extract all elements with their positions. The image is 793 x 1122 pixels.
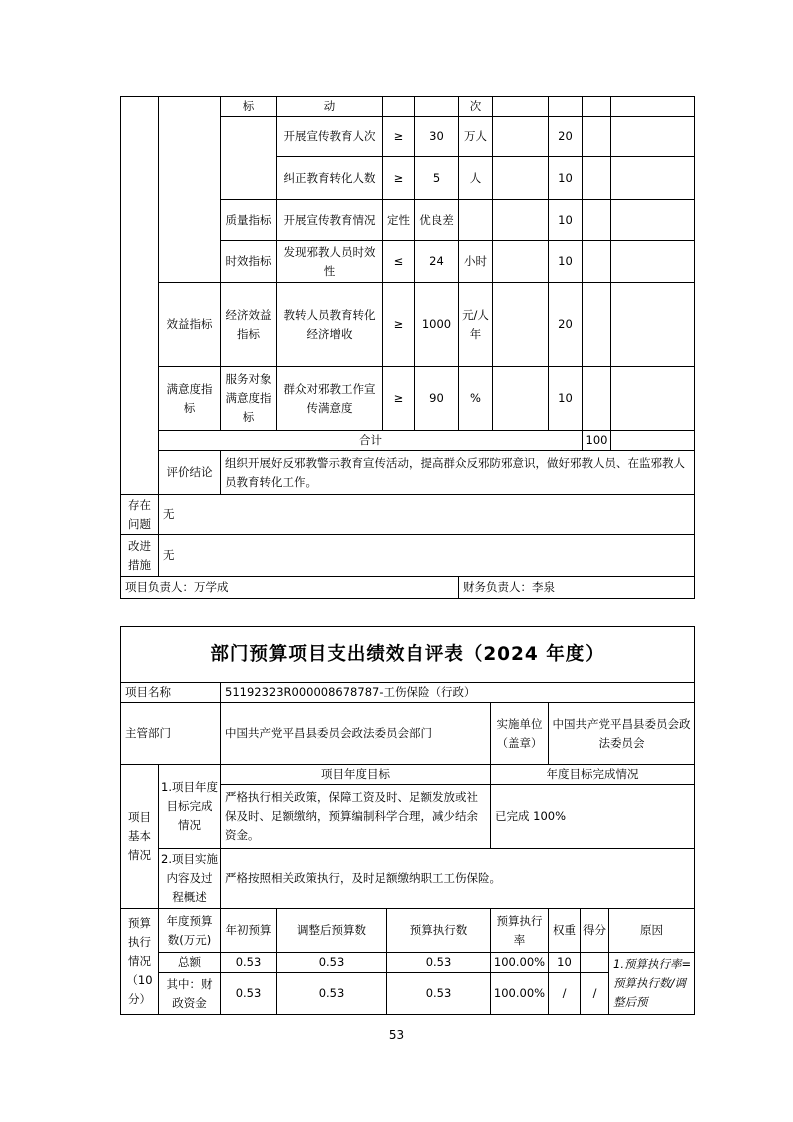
- basic-info-label: 项目基本情况: [121, 765, 159, 909]
- evaluation-label: 评价结论: [159, 451, 221, 495]
- self-evaluation-form: [120, 626, 695, 1015]
- issues-row: [121, 495, 695, 535]
- impl-unit-value: 中国共产党平昌县委员会政法委员会: [549, 703, 695, 765]
- indicator-unit: 次: [459, 97, 493, 117]
- indicator-target: 30: [415, 117, 459, 157]
- indicator-tier3: 服务对象满意度指标: [221, 367, 277, 431]
- indicator-name: 教转人员教育转化经济增收: [277, 283, 383, 367]
- indicator-target: [415, 97, 459, 117]
- total-score: 100: [583, 431, 611, 451]
- budget-rate: 100.00%: [491, 953, 549, 973]
- budget-weight: 10: [549, 953, 581, 973]
- indicator-weight: 10: [549, 367, 583, 431]
- indicator-operator: 定性: [383, 200, 415, 241]
- budget-score: [581, 953, 609, 973]
- indicator-tier3: 时效指标: [221, 241, 277, 283]
- budget-header: 调整后预算数: [277, 909, 387, 953]
- indicator-unit: 人: [459, 157, 493, 200]
- total-row: [121, 431, 695, 451]
- indicator-target: 1000: [415, 283, 459, 367]
- budget-row-name: 其中：财政资金: [159, 973, 221, 1015]
- indicator-operator: ≥: [383, 117, 415, 157]
- budget-header: 得分: [581, 909, 609, 953]
- page-title: 部门预算项目支出绩效自评表（2024 年度）: [121, 627, 695, 683]
- measures-text: 无: [159, 535, 695, 577]
- impl-content-label: 2.项目实施内容及过程概述: [159, 849, 221, 909]
- indicator-name: 开展宣传教育人次: [277, 117, 383, 157]
- goal-done-header: 年度目标完成情况: [491, 765, 695, 785]
- dept-label: 主管部门: [121, 703, 221, 765]
- indicator-name: 纠正教育转化人数: [277, 157, 383, 200]
- indicator-unit: 元/人年: [459, 283, 493, 367]
- budget-row-name: 总额: [159, 953, 221, 973]
- goal-header: 项目年度目标: [221, 765, 491, 785]
- signature-row: [121, 577, 695, 599]
- evaluation-row: [121, 451, 695, 495]
- project-name-label: 项目名称: [121, 683, 221, 703]
- indicator-name: 发现邪教人员时效性: [277, 241, 383, 283]
- evaluation-text: 组织开展好反邪教警示教育宣传活动，提高群众反邪防邪意识，做好邪教人员、在监邪教人员教育转化工作。: [221, 451, 695, 495]
- indicator-tier2: 效益指标: [159, 283, 221, 367]
- budget-header: 预算执行数: [387, 909, 491, 953]
- finance-lead: 财务负责人：李泉: [459, 577, 695, 599]
- indicator-unit: %: [459, 367, 493, 431]
- indicator-unit: 万人: [459, 117, 493, 157]
- indicator-operator: ≤: [383, 241, 415, 283]
- table-row: [121, 367, 695, 431]
- indicator-weight: 10: [549, 157, 583, 200]
- budget-header: 年度预算数(万元): [159, 909, 221, 953]
- budget-reason: 1.预算执行率=预算执行数/调整后预: [609, 953, 695, 1015]
- budget-executed: 0.53: [387, 973, 491, 1015]
- indicator-target: 优良差: [415, 200, 459, 241]
- indicator-weight: 20: [549, 283, 583, 367]
- issues-label: 存在问题: [121, 495, 159, 535]
- impl-content: 严格按照相关政策执行，及时足额缴纳职工工伤保险。: [221, 849, 695, 909]
- indicator-weight: 10: [549, 241, 583, 283]
- issues-text: 无: [159, 495, 695, 535]
- indicator-weight: 10: [549, 200, 583, 241]
- indicator-tier3: 经济效益指标: [221, 283, 277, 367]
- indicator-unit: 小时: [459, 241, 493, 283]
- budget-adjusted: 0.53: [277, 953, 387, 973]
- budget-header: 权重: [549, 909, 581, 953]
- dept-value: 中国共产党平昌县委员会政法委员会部门: [221, 703, 491, 765]
- impl-unit-label: 实施单位（盖章）: [491, 703, 549, 765]
- indicator-operator: ≥: [383, 367, 415, 431]
- indicator-operator: [383, 97, 415, 117]
- budget-adjusted: 0.53: [277, 973, 387, 1015]
- indicator-operator: ≥: [383, 283, 415, 367]
- performance-indicator-table: [120, 96, 695, 599]
- goal-done: 已完成 100%: [491, 785, 695, 849]
- budget-executed: 0.53: [387, 953, 491, 973]
- indicator-target: 90: [415, 367, 459, 431]
- table-row: [121, 97, 695, 117]
- indicator-name: 开展宣传教育情况: [277, 200, 383, 241]
- table-row: [121, 283, 695, 367]
- budget-initial: 0.53: [221, 973, 277, 1015]
- budget-score: /: [581, 973, 609, 1015]
- indicator-name: 群众对邪教工作宣传满意度: [277, 367, 383, 431]
- page-number: 53: [388, 1028, 405, 1042]
- goal-text: 严格执行相关政策，保障工资及时、足额发放或社保及时、足额缴纳，预算编制科学合理，减少结余资金。: [221, 785, 491, 849]
- table-row: [121, 973, 695, 1015]
- project-name: 51192323R000008678787-工伤保险（行政）: [221, 683, 695, 703]
- indicator-target: 24: [415, 241, 459, 283]
- total-label: 合计: [159, 431, 583, 451]
- budget-header: 预算执行率: [491, 909, 549, 953]
- budget-initial: 0.53: [221, 953, 277, 973]
- measures-label: 改进措施: [121, 535, 159, 577]
- table-row: [121, 953, 695, 973]
- budget-header: 原因: [609, 909, 695, 953]
- indicator-unit: [459, 200, 493, 241]
- budget-weight: /: [549, 973, 581, 1015]
- budget-header: 年初预算: [221, 909, 277, 953]
- indicator-weight: 20: [549, 117, 583, 157]
- indicator-target: 5: [415, 157, 459, 200]
- measures-row: [121, 535, 695, 577]
- budget-rate: 100.00%: [491, 973, 549, 1015]
- indicator-name: 动: [277, 97, 383, 117]
- indicator-operator: ≥: [383, 157, 415, 200]
- indicator-tier3: 质量指标: [221, 200, 277, 241]
- budget-label: 预算执行情况（10分）: [121, 909, 159, 1015]
- indicator-tier3: 标: [221, 97, 277, 117]
- project-lead: 项目负责人：万学成: [121, 577, 459, 599]
- goal-label: 1.项目年度目标完成情况: [159, 765, 221, 849]
- indicator-tier2: 满意度指标: [159, 367, 221, 431]
